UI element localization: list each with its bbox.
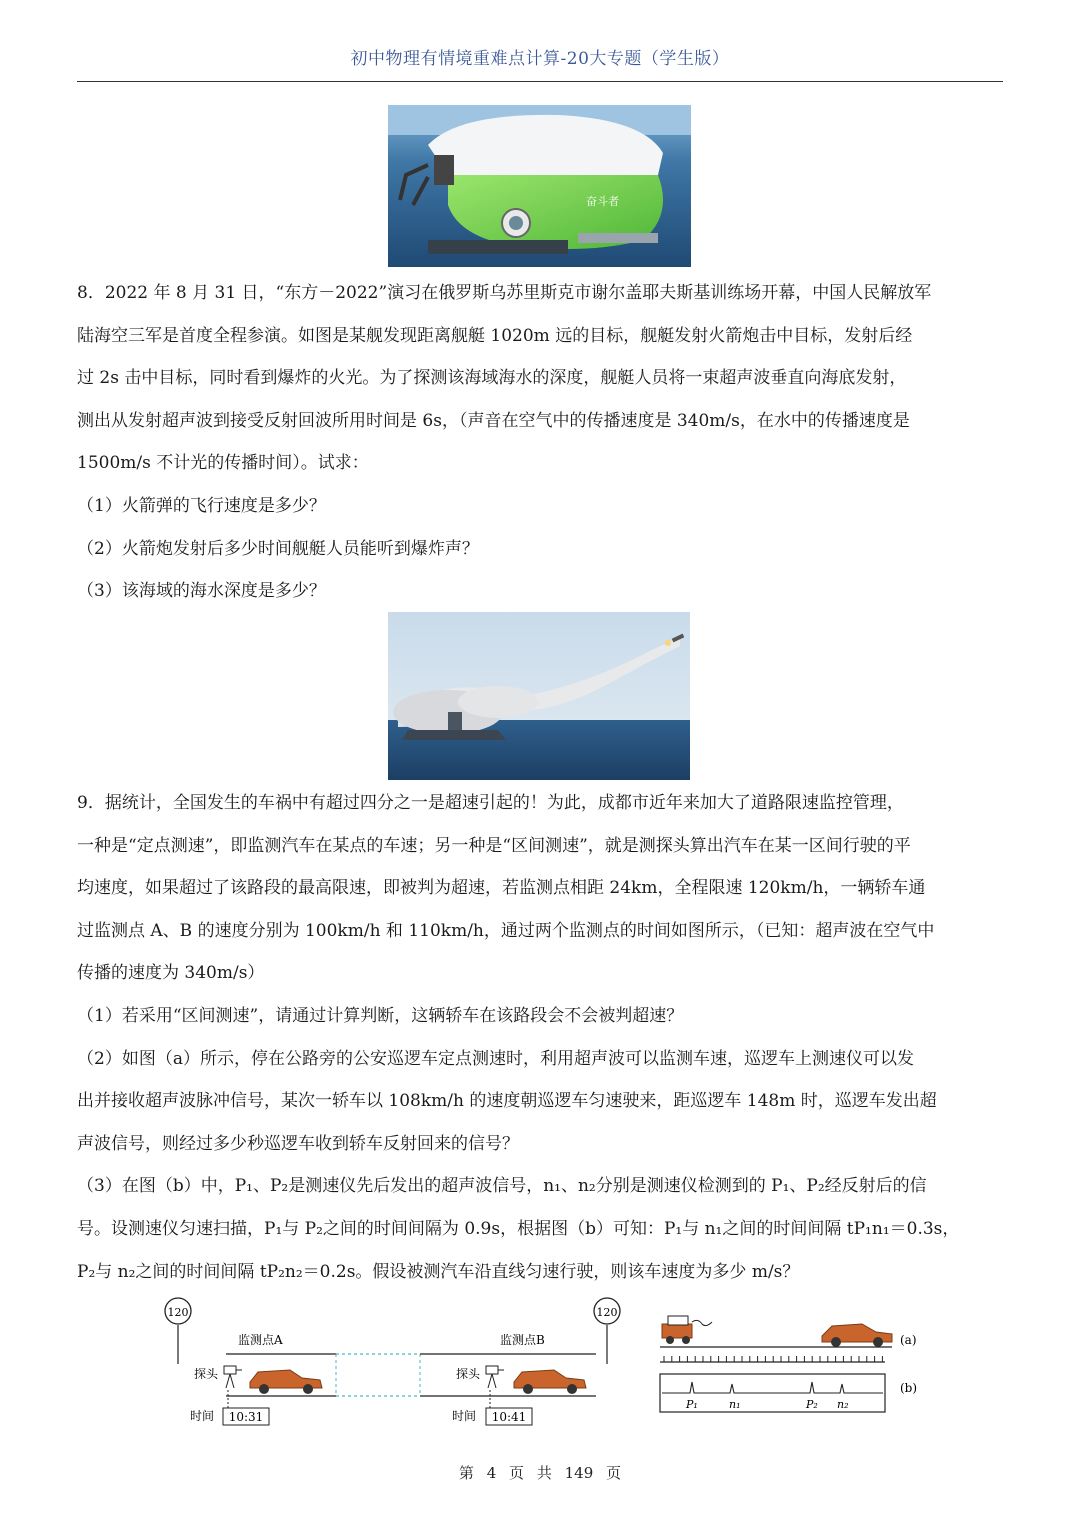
q8-line: 过 2s 击中目标，同时看到爆炸的火光。为了探测该海域海水的深度，舰艇人员将一束超声波垂直向海底发射， — [77, 368, 907, 389]
rocket-launch-photo — [388, 612, 690, 780]
footer-page-prefix: 第 — [458, 1464, 474, 1482]
time-value-a: 10:31 — [228, 1410, 264, 1424]
monitor-point-b-label: 监测点B — [500, 1333, 545, 1347]
q8-line: 1500m/s 不计光的传播时间）。试求： — [77, 453, 369, 474]
speed-monitoring-figure — [150, 1292, 930, 1432]
monitor-point-a-label: 监测点A — [238, 1333, 283, 1347]
footer-total-suffix: 页 — [606, 1464, 622, 1482]
submarine-logo-text: 奋斗者 — [586, 195, 619, 208]
q9-line: 传播的速度为 340m/s） — [77, 963, 265, 984]
q9-sub-question-2: 声波信号，则经过多少秒巡逻车收到轿车反射回来的信号？ — [77, 1133, 519, 1154]
time-value-b: 10:41 — [491, 1410, 527, 1424]
speed-limit-sign-b — [594, 1298, 620, 1364]
speed-limit-value-a: 120 — [167, 1306, 189, 1319]
q8-sub-question-1: （1）火箭弹的飞行速度是多少？ — [77, 495, 326, 516]
footer-page-number: 4 — [486, 1464, 497, 1482]
footer-total-pages: 149 — [564, 1464, 594, 1482]
probe-a-label: 探头 — [194, 1367, 219, 1381]
q9-line: 一种是“定点测速”，即监测汽车在某点的车速；另一种是“区间测速”，就是测探头算出汽车在某一区间行驶的平 — [77, 835, 911, 856]
figure-a-label: (a) — [900, 1333, 917, 1347]
echo-n2-label: n₂ — [837, 1398, 849, 1411]
probe-b-icon — [486, 1366, 504, 1388]
question-8 — [77, 272, 1007, 613]
car-b-icon — [514, 1370, 586, 1394]
page-header-title: 初中物理有情境重难点计算-20大专题（学生版） — [350, 49, 730, 69]
q8-line: 8．2022 年 8 月 31 日，“东方－2022”演习在俄罗斯乌苏里斯克市谢尔盖耶夫斯基训练场开幕，中国人民解放军 — [77, 283, 932, 303]
scan-ticks — [664, 1356, 882, 1362]
question-9 — [77, 782, 1007, 1293]
q8-line: 测出从发射超声波到接受反射回波所用时间是 6s，（声音在空气中的传播速度是 340m/s，在水中的传播速度是 — [77, 410, 910, 431]
q9-sub-question-1: （1）若采用“区间测速”，请通过计算判断，这辆轿车在该路段会不会被判超速？ — [77, 1005, 684, 1026]
pulse-p1-label: P₁ — [686, 1398, 698, 1411]
speed-limit-value-b: 120 — [596, 1306, 618, 1319]
page-footer — [0, 1462, 1080, 1483]
submarine-photo — [388, 105, 691, 267]
header-divider — [77, 81, 1003, 82]
footer-total-prefix: 共 — [536, 1464, 552, 1482]
probe-b-label: 探头 — [456, 1367, 481, 1381]
q9-line: 均速度，如果超过了该路段的最高限速，即被判为超速，若监测点相距 24km，全程限速 120km/h，一辆轿车通 — [77, 878, 926, 899]
time-label-a: 时间 — [190, 1409, 215, 1423]
q9-sub-question-3: 号。设测速仪匀速扫描，P₁与 P₂之间的时间间隔为 0.9s，根据图（b）可知：P₁与 n₁之间的时间间隔 tP₁n₁＝0.3s， — [77, 1218, 960, 1239]
q9-line: 过监测点 A、B 的速度分别为 100km/h 和 110km/h，通过两个监测点的时间如图所示，（已知：超声波在空气中 — [77, 920, 935, 941]
figure-b-label: (b) — [900, 1381, 918, 1395]
q9-sub-question-3: P₂与 n₂之间的时间间隔 tP₂n₂＝0.2s。假设被测汽车沿直线匀速行驶，则该车速度为多少 m/s？ — [77, 1261, 800, 1282]
q8-sub-question-3: （3）该海域的海水深度是多少？ — [77, 581, 326, 602]
q9-sub-question-3: （3）在图（b）中，P₁、P₂是测速仪先后发出的超声波信号，n₁、n₂分别是测速仪检测到的 P₁、P₂经反射后的信 — [77, 1176, 927, 1197]
q8-line: 陆海空三军是首度全程参演。如图是某舰发现距离舰艇 1020m 远的目标，舰艇发射火箭炮击中目标，发射后经 — [77, 325, 913, 346]
q9-sub-question-2: 出并接收超声波脉冲信号，某次一轿车以 108km/h 的速度朝巡逻车匀速驶来，距巡逻车 148m 时，巡逻车发出超 — [77, 1091, 937, 1112]
q9-sub-question-2: （2）如图（a）所示，停在公路旁的公安巡逻车定点测速时，利用超声波可以监测车速，巡逻车上测速仪可以发 — [77, 1048, 914, 1069]
car-a-icon — [250, 1370, 322, 1394]
probe-a-icon — [224, 1366, 242, 1388]
q8-sub-question-2: （2）火箭炮发射后多少时间舰艇人员能听到爆炸声？ — [77, 538, 479, 559]
car-target-icon — [822, 1324, 892, 1347]
footer-page-mid: 页 — [509, 1464, 525, 1482]
echo-n1-label: n₁ — [729, 1398, 741, 1411]
time-label-b: 时间 — [452, 1409, 477, 1423]
speed-limit-sign-a — [165, 1298, 191, 1364]
q9-line: 9．据统计，全国发生的车祸中有超过四分之一是超速引起的！为此，成都市近年来加大了道路限速监控管理， — [77, 793, 904, 813]
pulse-p2-label: P₂ — [806, 1398, 818, 1411]
patrol-car-icon — [662, 1316, 712, 1344]
